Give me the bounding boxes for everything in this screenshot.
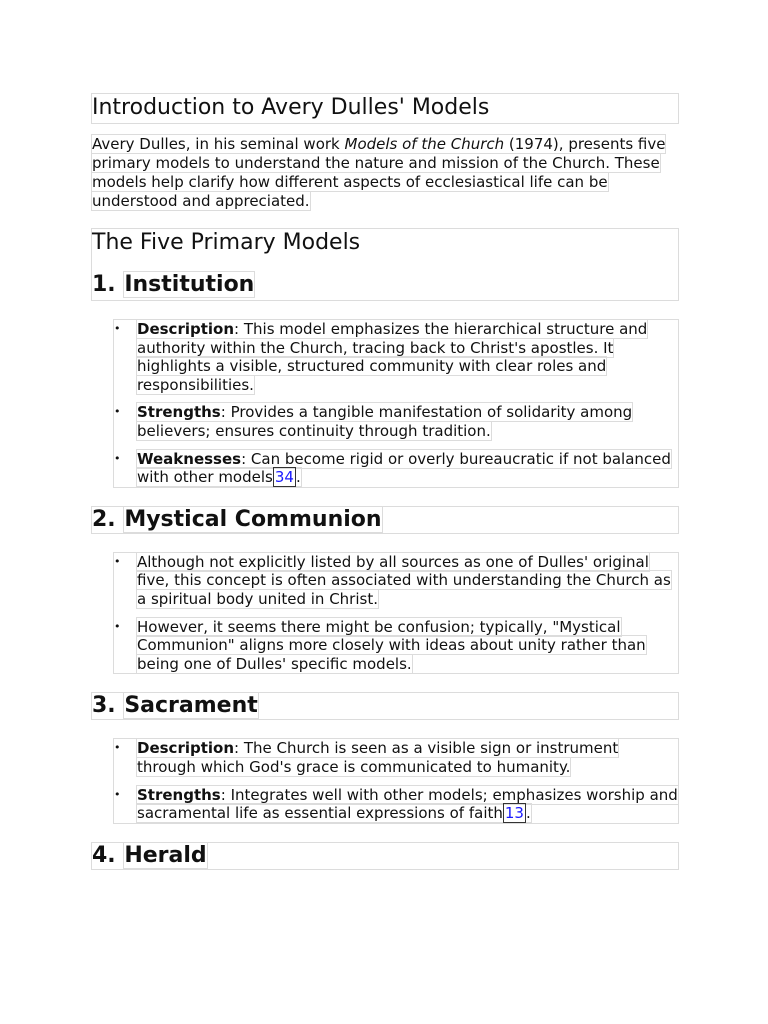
- intro-heading: Introduction to Avery Dulles' Models: [91, 93, 679, 124]
- section-title: Sacrament: [124, 693, 258, 719]
- item-label: Description: [137, 739, 235, 758]
- institution-list-box: [113, 319, 679, 488]
- item-end: .: [295, 468, 301, 487]
- sacrament-list-box: [113, 738, 679, 823]
- item-text: : This model emphasizes the hierarchical structure and authority within the Church, tracing back to Christ's apostles. It highlights a visible, structured community with clear roles and responsibilities.: [137, 320, 648, 394]
- section-title: Herald: [124, 842, 207, 868]
- section-number: 3.: [92, 693, 124, 719]
- item-label: Strengths: [137, 403, 221, 422]
- list-item: [114, 553, 678, 609]
- section-heading-institution: [92, 272, 678, 298]
- section-number: 2.: [92, 506, 124, 532]
- citation-link[interactable]: 34: [274, 468, 294, 487]
- section-title: Institution: [124, 272, 255, 297]
- section-number: 4.: [92, 842, 124, 868]
- list-item: [114, 320, 678, 394]
- book-title: Models of the Church: [344, 135, 505, 153]
- section-heading-mystical: [91, 506, 679, 534]
- item-text: : The Church is seen as a visible sign or instrument through which God's grace is communicated to humanity.: [137, 739, 619, 776]
- item-text: : Integrates well with other models; emphasizes worship and sacramental life as essential expressions of faith: [137, 785, 678, 823]
- list-item: [114, 618, 678, 674]
- intro-text-rest: (1974), presents five primary models to understand the nature and mission of the Church. These models help clarify how different aspects of ecclesiastical life can be understood and appreciated.: [92, 135, 666, 210]
- item-end: .: [525, 804, 531, 823]
- list-item: [114, 739, 678, 776]
- item-label: Weaknesses: [137, 449, 242, 468]
- citation-link[interactable]: 13: [504, 804, 524, 823]
- mystical-list-box: [113, 552, 679, 675]
- institution-list: [114, 320, 678, 487]
- item-text: Although not explicitly listed by all sources as one of Dulles' original five, this concept is often associated with understanding the Church as a spiritual body united in Christ.: [137, 552, 671, 608]
- list-item: [114, 450, 678, 487]
- five-models-heading: The Five Primary Models: [92, 230, 361, 255]
- section-heading-sacrament: [91, 692, 679, 720]
- section-number: 1.: [92, 272, 124, 297]
- sacrament-list: [114, 739, 678, 822]
- list-item: [114, 403, 678, 440]
- list-item: [114, 786, 678, 823]
- section-heading-herald: [91, 842, 679, 870]
- item-text: However, it seems there might be confusion; typically, "Mystical Communion" aligns more closely with ideas about unity rather than being one of Dulles' specific models.: [137, 617, 646, 673]
- item-label: Description: [137, 320, 235, 338]
- five-models-block: [91, 228, 679, 301]
- item-text: : Provides a tangible manifestation of solidarity among believers; ensures continuity through tradition.: [137, 403, 633, 440]
- item-text: : Can become rigid or overly bureaucratic if not balanced with other models: [137, 449, 671, 487]
- item-label: Strengths: [137, 785, 221, 804]
- document-page: [91, 93, 679, 870]
- section-title: Mystical Communion: [124, 506, 382, 532]
- intro-paragraph: [91, 135, 679, 211]
- mystical-list: [114, 553, 678, 674]
- intro-text-start: Avery Dulles, in his seminal work: [92, 135, 345, 153]
